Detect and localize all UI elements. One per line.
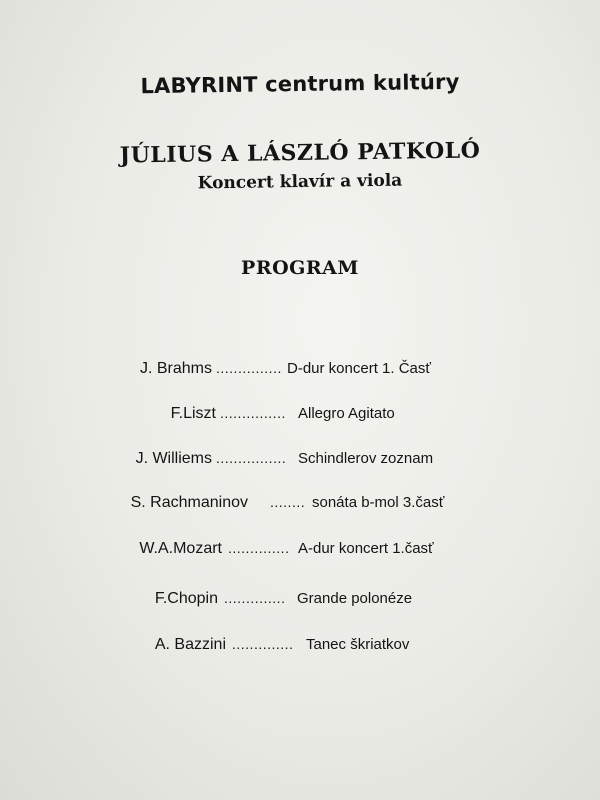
composer-name: J. Brahms [139,360,212,377]
composer-name: F.Liszt [170,405,216,422]
program-heading: PROGRAM [241,257,359,279]
dot-leader: .............. [224,590,286,606]
piece-title: D-dur koncert 1. Časť [287,360,432,377]
dot-leader: ............... [216,360,282,376]
program-item [0,405,600,431]
program-item [0,636,600,662]
piece-title: Allegro Agitato [298,405,395,422]
piece-title: Tanec škriatkov [306,636,410,653]
dot-leader: ................ [216,450,287,466]
program-item [0,360,600,386]
composer-name: A. Bazzini [154,636,226,653]
concert-subtitle: Koncert klavír a viola [197,170,403,194]
piece-title: sonáta b-mol 3.časť [312,494,445,511]
dot-leader: ............... [220,405,286,421]
program-item [0,590,600,616]
composer-name: W.A.Mozart [139,540,222,557]
piece-title: Grande polonéze [297,590,413,607]
piece-title: A-dur koncert 1.časť [298,540,434,557]
venue-title: LABYRINT centrum kultúry [140,69,460,99]
dot-leader: ........ [270,494,306,510]
program-item [0,494,600,520]
program-item [0,540,600,566]
dot-leader: .............. [232,636,294,652]
piece-title: Schindlerov zoznam [298,450,434,467]
composer-name: F.Chopin [154,590,218,607]
program-item [0,450,600,476]
composer-name: J. Williems [135,450,212,467]
dot-leader: .............. [228,540,290,556]
composer-name: S. Rachmaninov [130,494,248,511]
performers-heading: JÚLIUS A LÁSZLÓ PATKOLÓ [119,137,481,169]
